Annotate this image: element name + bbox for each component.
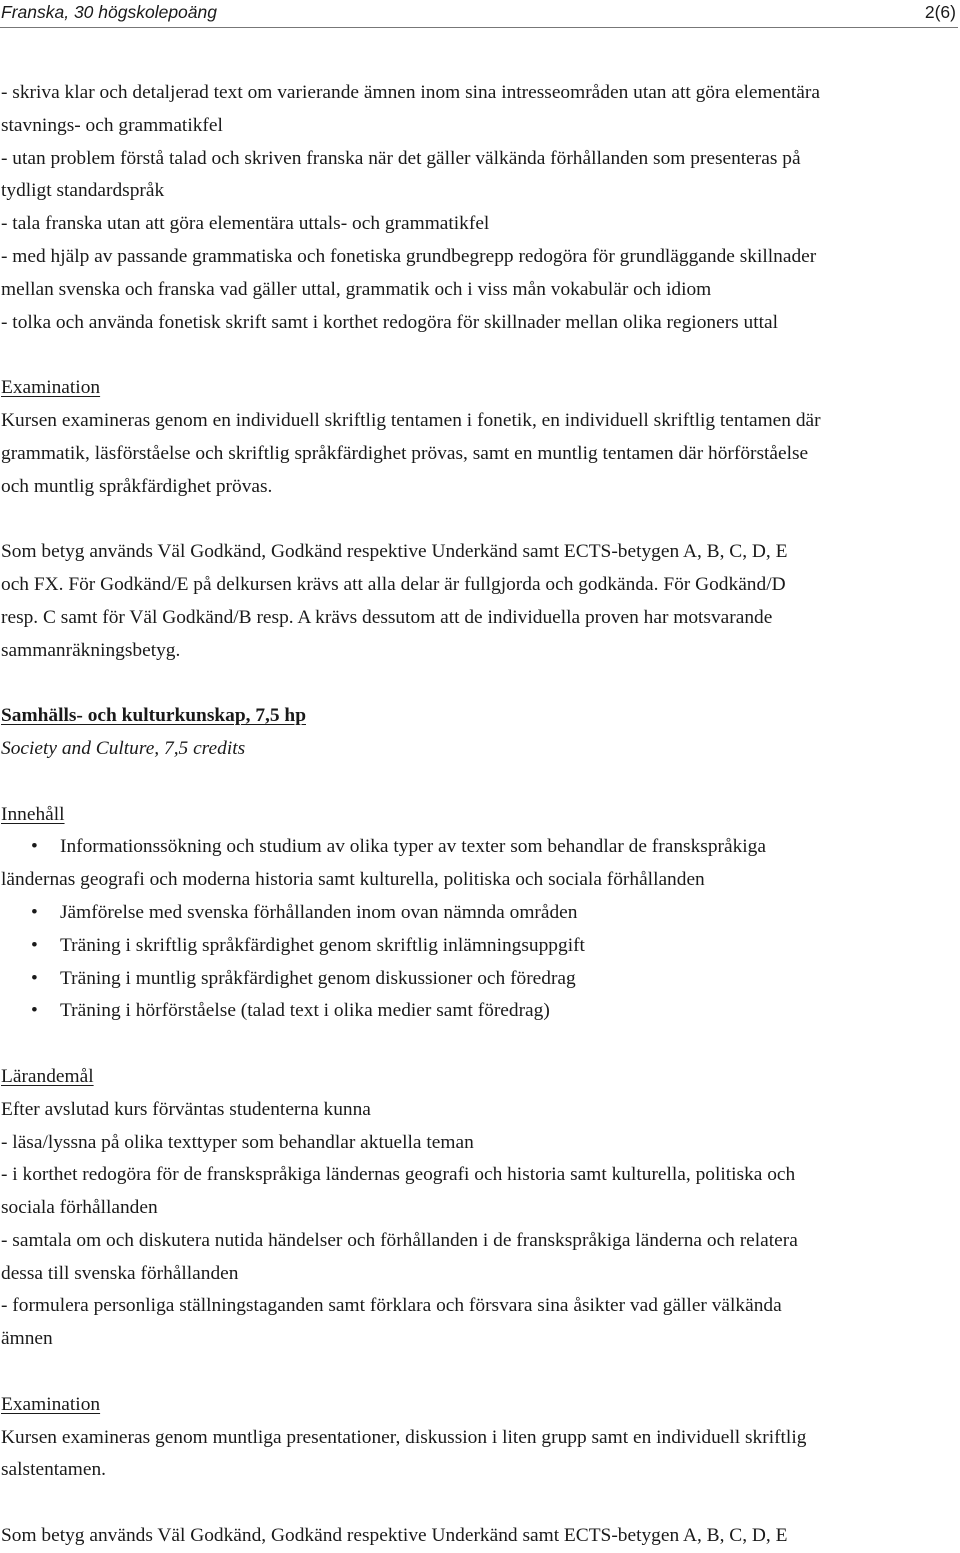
list-item: • Träning i hörförståelse (talad text i olika medier samt föredrag) <box>1 995 959 1028</box>
goal-line: - tala franska utan att göra elementära uttals- och grammatikfel <box>1 213 490 235</box>
goal-line: - läsa/lyssna på olika texttyper som behandlar aktuella teman <box>1 1131 474 1153</box>
goal-line: - samtala om och diskutera nutida händelser och förhållanden i de franskspråkiga länderna och relatera <box>1 1229 798 1251</box>
goal-line: ämnen <box>1 1328 53 1350</box>
goal-line: stavnings- och grammatikfel <box>1 114 223 136</box>
goal-line: - i korthet redogöra för de franskspråkiga ländernas geografi och historia samt kulturella, politiska och <box>1 1164 796 1186</box>
course-title: Samhälls- och kulturkunskap, 7,5 hp <box>1 705 306 727</box>
content-heading: Innehåll <box>1 803 65 825</box>
learning-goals-list-1 <box>1 77 959 339</box>
bullet-icon: • <box>31 901 38 923</box>
page-number: 2(6) <box>924 2 956 22</box>
goal-line: sociala förhållanden <box>1 1197 158 1219</box>
goal-line: - med hjälp av passande grammatiska och fonetiska grundbegrepp redogöra för grundläggande skillnader <box>1 245 817 267</box>
bullet-icon: • <box>31 934 38 956</box>
document-body <box>1 77 959 1553</box>
document-title: Franska, 30 högskolepoäng <box>1 2 217 22</box>
grading-text-line: resp. C samt för Väl Godkänd/B resp. A krävs dessutom att de individuella proven har motsvarande <box>1 606 773 628</box>
page-header <box>0 0 958 28</box>
examination-text-line: och muntlig språkfärdighet prövas. <box>1 475 273 497</box>
examination-heading: Examination <box>1 377 101 399</box>
grading-text-line: och FX. För Godkänd/E på delkursen krävs att alla delar är fullgjorda och godkända. För Godkänd/D <box>1 573 786 595</box>
examination-text-line: Kursen examineras genom muntliga presentationer, diskussion i liten grupp samt en individuell skriftlig <box>1 1426 807 1448</box>
examination-heading: Examination <box>1 1393 101 1415</box>
examination-text-line: salstentamen. <box>1 1459 107 1481</box>
goal-line: dessa till svenska förhållanden <box>1 1262 239 1284</box>
list-item: • Träning i skriftlig språkfärdighet genom skriftlig inlämningsuppgift <box>1 930 959 963</box>
grading-text-line: sammanräkningsbetyg. <box>1 639 181 661</box>
goal-line: Efter avslutad kurs förväntas studenterna kunna <box>1 1098 371 1120</box>
grading-text-line: Som betyg används Väl Godkänd, Godkänd respektive Underkänd samt ECTS-betygen A, B, C, D, E <box>1 541 788 563</box>
grading-text-line: Som betyg används Väl Godkänd, Godkänd respektive Underkänd samt ECTS-betygen A, B, C, D, E <box>1 1525 788 1547</box>
content-list <box>1 831 959 1028</box>
bullet-icon: • <box>31 836 38 858</box>
goal-line: mellan svenska och franska vad gäller uttal, grammatik och i viss mån vokabulär och idiom <box>1 278 712 300</box>
goal-line: - formulera personliga ställningstaganden samt förklara och försvara sina åsikter vad gäller välkända <box>1 1295 782 1317</box>
list-item: • Informationssökning och studium av olika typer av texter som behandlar de franskspråkiga ländernas geografi och moderna historia samt kulturella, politiska och sociala förhållanden <box>1 831 959 897</box>
examination-text-line: Kursen examineras genom en individuell skriftlig tentamen i fonetik, en individuell skriftlig tentamen där <box>1 409 821 431</box>
examination-text-line: grammatik, läsförståelse och skriftlig språkfärdighet prövas, samt en muntlig tentamen där hörförståelse <box>1 442 809 464</box>
goal-line: - tolka och använda fonetisk skrift samt i korthet redogöra för skillnader mellan olika regioners uttal <box>1 311 779 333</box>
list-item: • Träning i muntlig språkfärdighet genom diskussioner och föredrag <box>1 963 959 996</box>
list-item: • Jämförelse med svenska förhållanden inom ovan nämnda områden <box>1 897 959 930</box>
bullet-icon: • <box>31 1000 38 1022</box>
learning-goals-heading: Lärandemål <box>1 1065 94 1087</box>
goal-line: tydligt standardspråk <box>1 180 165 202</box>
goal-line: - utan problem förstå talad och skriven franska när det gäller välkända förhållanden som presenteras på <box>1 147 801 169</box>
bullet-icon: • <box>31 967 38 989</box>
goal-line: - skriva klar och detaljerad text om varierande ämnen inom sina intresseområden utan att göra elementära <box>1 82 820 103</box>
course-subtitle: Society and Culture, 7,5 credits <box>1 737 246 759</box>
